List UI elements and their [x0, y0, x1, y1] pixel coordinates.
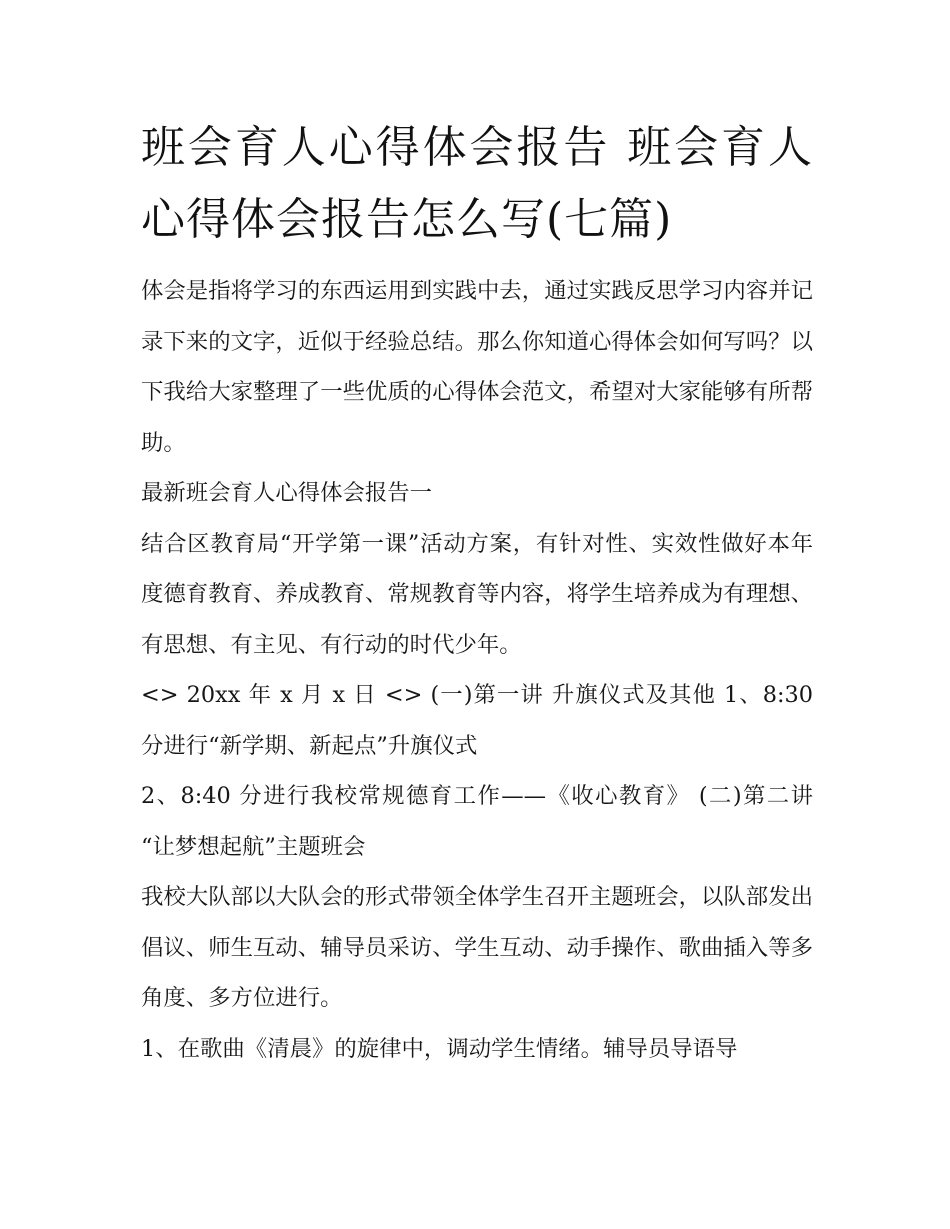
paragraph-purpose: 结合区教育局“开学第一课”活动方案，有针对性、实效性做好本年度德育教育、养成教育、常规教育等内容，将学生培养成为有理想、有思想、有主见、有行动的时代少年。 [141, 530, 813, 658]
paragraph-schedule-first: <> 20xx 年 x 月 x 日 <> (一)第一讲 升旗仪式及其他 1、8:30 分进行“新学期、新起点”升旗仪式 [141, 682, 813, 759]
document-body [141, 266, 813, 1074]
paragraph-intro: 体会是指将学习的东西运用到实践中去，通过实践反思学习内容并记录下来的文字，近似于经验总结。那么你知道心得体会如何写吗？以下我给大家整理了一些优质的心得体会范文，希望对大家能够有所帮助。 [141, 278, 813, 456]
document-title: 班会育人心得体会报告 班会育人心得体会报告怎么写(七篇) [141, 122, 813, 245]
paragraph-song-step: 1、在歌曲《清晨》的旋律中，调动学生情绪。辅导员导语导 [141, 1035, 738, 1062]
section-heading: 最新班会育人心得体会报告一 [141, 480, 433, 506]
document-content [141, 112, 813, 1074]
paragraph-class-meeting: 我校大队部以大队会的形式带领全体学生召开主题班会，以队部发出倡议、师生互动、辅导员采访、学生互动、动手操作、歌曲插入等多角度、多方位进行。 [141, 884, 813, 1011]
paragraph-schedule-second: 2、8:40 分进行我校常规德育工作——《收心教育》 (二)第二讲 “让梦想起航”主题班会 [141, 783, 813, 860]
